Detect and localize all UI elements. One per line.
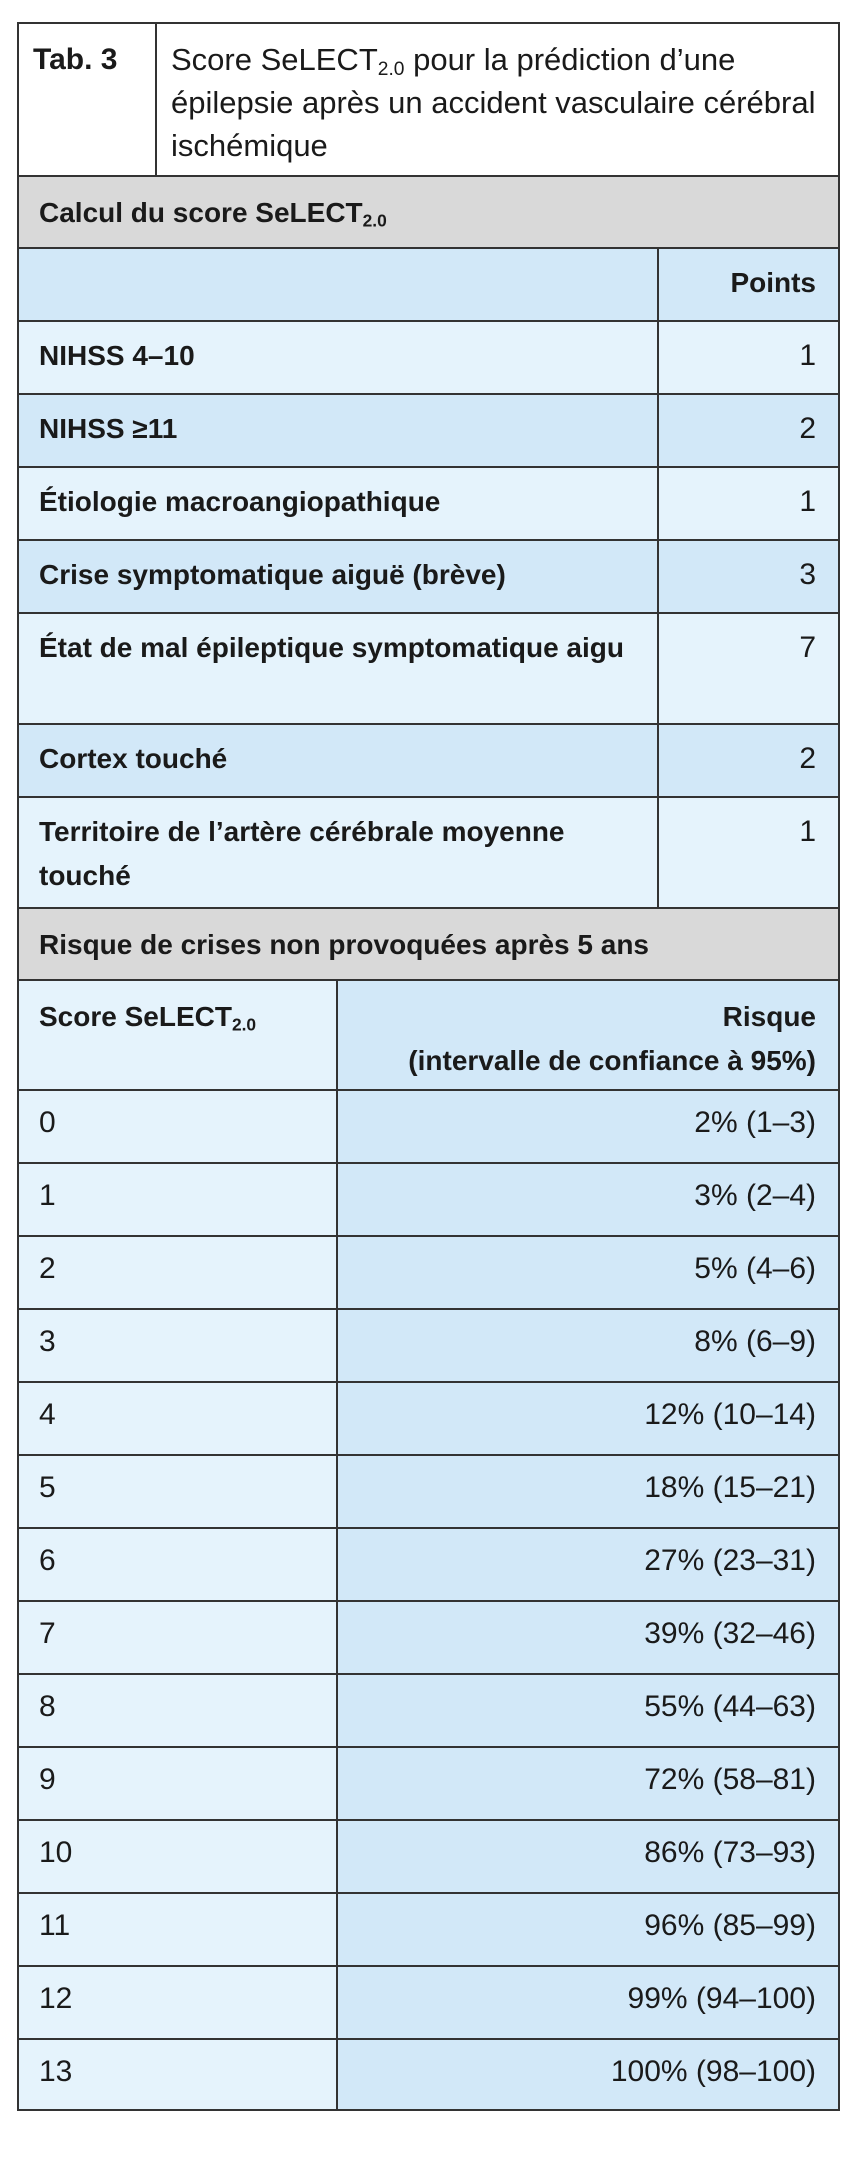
risk-table-header [17, 979, 840, 1089]
criterion-label: Cortex touché [19, 725, 659, 796]
score-value: 3 [19, 1310, 338, 1381]
risk-value: 8% (6–9) [338, 1310, 838, 1381]
risk-value: 96% (85–99) [338, 1894, 838, 1965]
table-row [17, 612, 840, 723]
table-label: Tab. 3 [19, 24, 157, 175]
score-value: 1 [19, 1164, 338, 1235]
score-value: 5 [19, 1456, 338, 1527]
table-title-row [17, 22, 840, 175]
table-row [17, 1892, 840, 1965]
table-3 [17, 22, 840, 2111]
section-header-risk [17, 907, 840, 979]
criterion-label: Crise symptomatique aiguë (brève) [19, 541, 659, 612]
criterion-points: 2 [799, 412, 816, 445]
criterion-label: Étiologie macroangiopathique [19, 468, 659, 539]
table-row [17, 1600, 840, 1673]
criterion-points: 1 [799, 485, 816, 518]
criterion-points: 1 [799, 815, 816, 848]
table-row [17, 1965, 840, 2038]
section-label: Risque de crises non provoquées après 5 ans [39, 929, 649, 960]
risk-value: 5% (4–6) [338, 1237, 838, 1308]
score-value: 0 [19, 1091, 338, 1162]
criterion-points: 2 [799, 742, 816, 775]
points-header: Points [730, 267, 816, 298]
risk-value: 3% (2–4) [338, 1164, 838, 1235]
criterion-label: NIHSS 4–10 [19, 322, 659, 393]
criterion-points: 3 [799, 558, 816, 591]
score-value: 9 [19, 1748, 338, 1819]
risk-header: Risque (intervalle de confiance à 95%) [338, 981, 838, 1089]
score-table-header [17, 247, 840, 320]
table-row [17, 1673, 840, 1746]
criterion-label: Territoire de l’artère cérébrale moyenne touché [19, 798, 659, 907]
table-row [17, 1819, 840, 1892]
table-row [17, 1089, 840, 1162]
score-header-empty [19, 249, 659, 320]
risk-value: 18% (15–21) [338, 1456, 838, 1527]
criterion-points: 7 [799, 631, 816, 664]
risk-value: 2% (1–3) [338, 1091, 838, 1162]
score-value: 6 [19, 1529, 338, 1600]
table-row [17, 796, 840, 907]
table-row [17, 1454, 840, 1527]
score-value: 10 [19, 1821, 338, 1892]
criterion-label: État de mal épileptique symptomatique aigu [19, 614, 659, 723]
criterion-label: NIHSS ≥11 [19, 395, 659, 466]
criterion-points: 1 [799, 339, 816, 372]
risk-value: 39% (32–46) [338, 1602, 838, 1673]
table-row [17, 1746, 840, 1819]
table-row [17, 723, 840, 796]
table-row [17, 2038, 840, 2111]
risk-value: 55% (44–63) [338, 1675, 838, 1746]
risk-value: 99% (94–100) [338, 1967, 838, 2038]
score-value: 4 [19, 1383, 338, 1454]
table-row [17, 1527, 840, 1600]
risk-value: 86% (73–93) [338, 1821, 838, 1892]
risk-value: 27% (23–31) [338, 1529, 838, 1600]
risk-value: 72% (58–81) [338, 1748, 838, 1819]
score-value: 11 [19, 1894, 338, 1965]
table-row [17, 1308, 840, 1381]
table-row [17, 1162, 840, 1235]
risk-value: 12% (10–14) [338, 1383, 838, 1454]
score-value: 2 [19, 1237, 338, 1308]
score-value: 13 [19, 2040, 338, 2109]
risk-value: 100% (98–100) [338, 2040, 838, 2109]
score-value: 12 [19, 1967, 338, 2038]
table-caption: Score SeLECT$_{2.0}$ pour la prédiction d’une épilepsie après un accident vasculaire cérébral ischémique [171, 42, 816, 163]
score-header: Score SeLECT$_{2.0}$ [19, 981, 338, 1089]
score-value: 8 [19, 1675, 338, 1746]
section-label: Calcul du score SeLECT$_{2.0}$ [39, 197, 387, 231]
section-header-score-calculation [17, 175, 840, 247]
score-value: 7 [19, 1602, 338, 1673]
table-row [17, 320, 840, 393]
table-row [17, 1381, 840, 1454]
table-row [17, 1235, 840, 1308]
table-row [17, 539, 840, 612]
table-row [17, 466, 840, 539]
table-row [17, 393, 840, 466]
